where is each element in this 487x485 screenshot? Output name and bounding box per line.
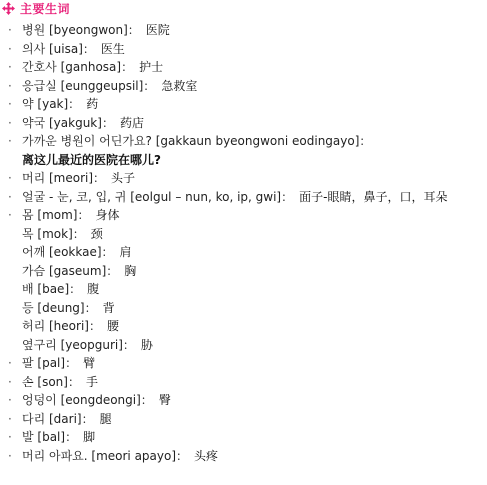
chinese-translation: 急救室: [161, 78, 198, 93]
korean-term: 등 [deung]：: [22, 300, 97, 315]
korean-term: 손 [son]：: [22, 374, 80, 389]
vocab-item: [8, 58, 483, 77]
korean-term: 목 [mok]：: [22, 226, 85, 241]
bullet-icon: ·: [8, 115, 12, 130]
korean-term: 몸 [mom]：: [22, 208, 90, 222]
chinese-translation: 头疼: [194, 448, 219, 463]
korean-term: 약국 [yakguk]：: [22, 115, 114, 130]
vocab-subitem: [8, 317, 483, 336]
chinese-translation: 颈: [90, 226, 103, 241]
korean-term: 가슴 [gaseum]：: [22, 263, 119, 278]
chinese-translation: 药: [86, 97, 99, 111]
korean-term: 팔 [pal]：: [22, 356, 78, 370]
korean-term: 다리 [dari]：: [22, 411, 94, 426]
korean-term: 응급실 [eunggeupsil]：: [22, 78, 156, 93]
korean-term: 간호사 [ganhosa]：: [22, 60, 134, 74]
chinese-translation: 胸: [124, 263, 137, 278]
chinese-translation: 背: [102, 300, 115, 315]
korean-term: 얼굴 - 눈, 코, 입, 귀 [eolgul – nun, ko, ip, gwi]：: [22, 189, 294, 204]
bullet-icon: ·: [8, 448, 12, 463]
bullet-icon: ·: [8, 60, 12, 74]
chinese-translation: 肩: [119, 245, 132, 259]
section-title: 主要生词: [20, 1, 71, 16]
chinese-translation: 手: [85, 374, 98, 389]
vocab-subitem: [8, 262, 483, 281]
section-header: [2, 0, 70, 16]
vocab-item: [8, 132, 483, 151]
chinese-translation: 腰: [106, 319, 119, 333]
vocab-list: [8, 21, 483, 465]
chinese-translation: 医院: [145, 23, 170, 37]
vocab-item: [8, 21, 483, 40]
bullet-icon: ·: [8, 430, 12, 444]
vocab-item: [8, 410, 483, 429]
vocab-item: [8, 391, 483, 410]
bullet-icon: ·: [8, 374, 12, 389]
bullet-icon: ·: [8, 171, 12, 185]
vocab-item: [8, 447, 483, 466]
chinese-translation: 胁: [140, 337, 153, 352]
vocab-item: [8, 114, 483, 133]
vocab-subitem: [8, 280, 483, 299]
korean-term: 엉덩이 [eongdeongi]：: [22, 393, 153, 407]
korean-term: 배 [bae]：: [22, 282, 82, 296]
bullet-icon: ·: [8, 411, 12, 426]
bullet-icon: ·: [8, 393, 12, 407]
chinese-translation: 腹: [87, 282, 100, 296]
bullet-icon: ·: [8, 189, 12, 204]
vocab-item: [8, 188, 483, 207]
bullet-icon: ·: [8, 356, 12, 370]
vocab-item: [8, 40, 483, 59]
chinese-translation: 腿: [99, 411, 112, 426]
chinese-translation: 臀: [158, 393, 171, 407]
vocab-item: [8, 206, 483, 225]
bullet-icon: ·: [8, 23, 12, 37]
bullet-icon: ·: [8, 134, 12, 148]
chinese-translation: 护士: [139, 60, 164, 74]
vocab-subitem: [8, 336, 483, 355]
four-arrow-move-icon: [2, 2, 15, 15]
bullet-icon: ·: [8, 208, 12, 222]
chinese-translation: 药店: [119, 115, 144, 130]
vocab-subitem: [8, 225, 483, 244]
korean-term: 병원 [byeongwon]：: [22, 23, 140, 37]
korean-term: 옆구리 [yeopguri]：: [22, 337, 135, 352]
chinese-translation: 离这儿最近的医院在哪儿?: [22, 152, 161, 167]
chinese-translation: 头子: [111, 171, 136, 185]
bullet-icon: ·: [8, 97, 12, 111]
korean-term: 어깨 [eokkae]：: [22, 245, 114, 259]
korean-term: 약 [yak]：: [22, 97, 81, 111]
chinese-translation: 身体: [95, 208, 120, 222]
chinese-translation: 医生: [100, 41, 125, 56]
vocab-item: [8, 95, 483, 114]
chinese-translation: 臂: [83, 356, 96, 370]
vocab-subitem: [8, 299, 483, 318]
korean-term: 의사 [uisa]：: [22, 41, 95, 56]
bullet-icon: ·: [8, 78, 12, 93]
korean-term: 허리 [heori]：: [22, 319, 101, 333]
korean-term: 머리 [meori]：: [22, 171, 106, 185]
chinese-translation: 脚: [83, 430, 96, 444]
chinese-translation: 面子-眼睛，鼻子，口，耳朵: [299, 189, 448, 204]
korean-term: 머리 아파요. [meori apayo]：: [22, 448, 189, 463]
vocab-item: [8, 354, 483, 373]
vocab-item: [8, 169, 483, 188]
bullet-icon: ·: [8, 41, 12, 56]
korean-term: 가까운 병원이 어딘가요? [gakkaun byeongwoni eodingayo]：: [22, 134, 372, 148]
vocab-item: [8, 373, 483, 392]
vocab-subitem: [8, 243, 483, 262]
korean-term: 발 [bal]：: [22, 430, 78, 444]
vocab-item: [8, 428, 483, 447]
vocab-item: [8, 77, 483, 96]
